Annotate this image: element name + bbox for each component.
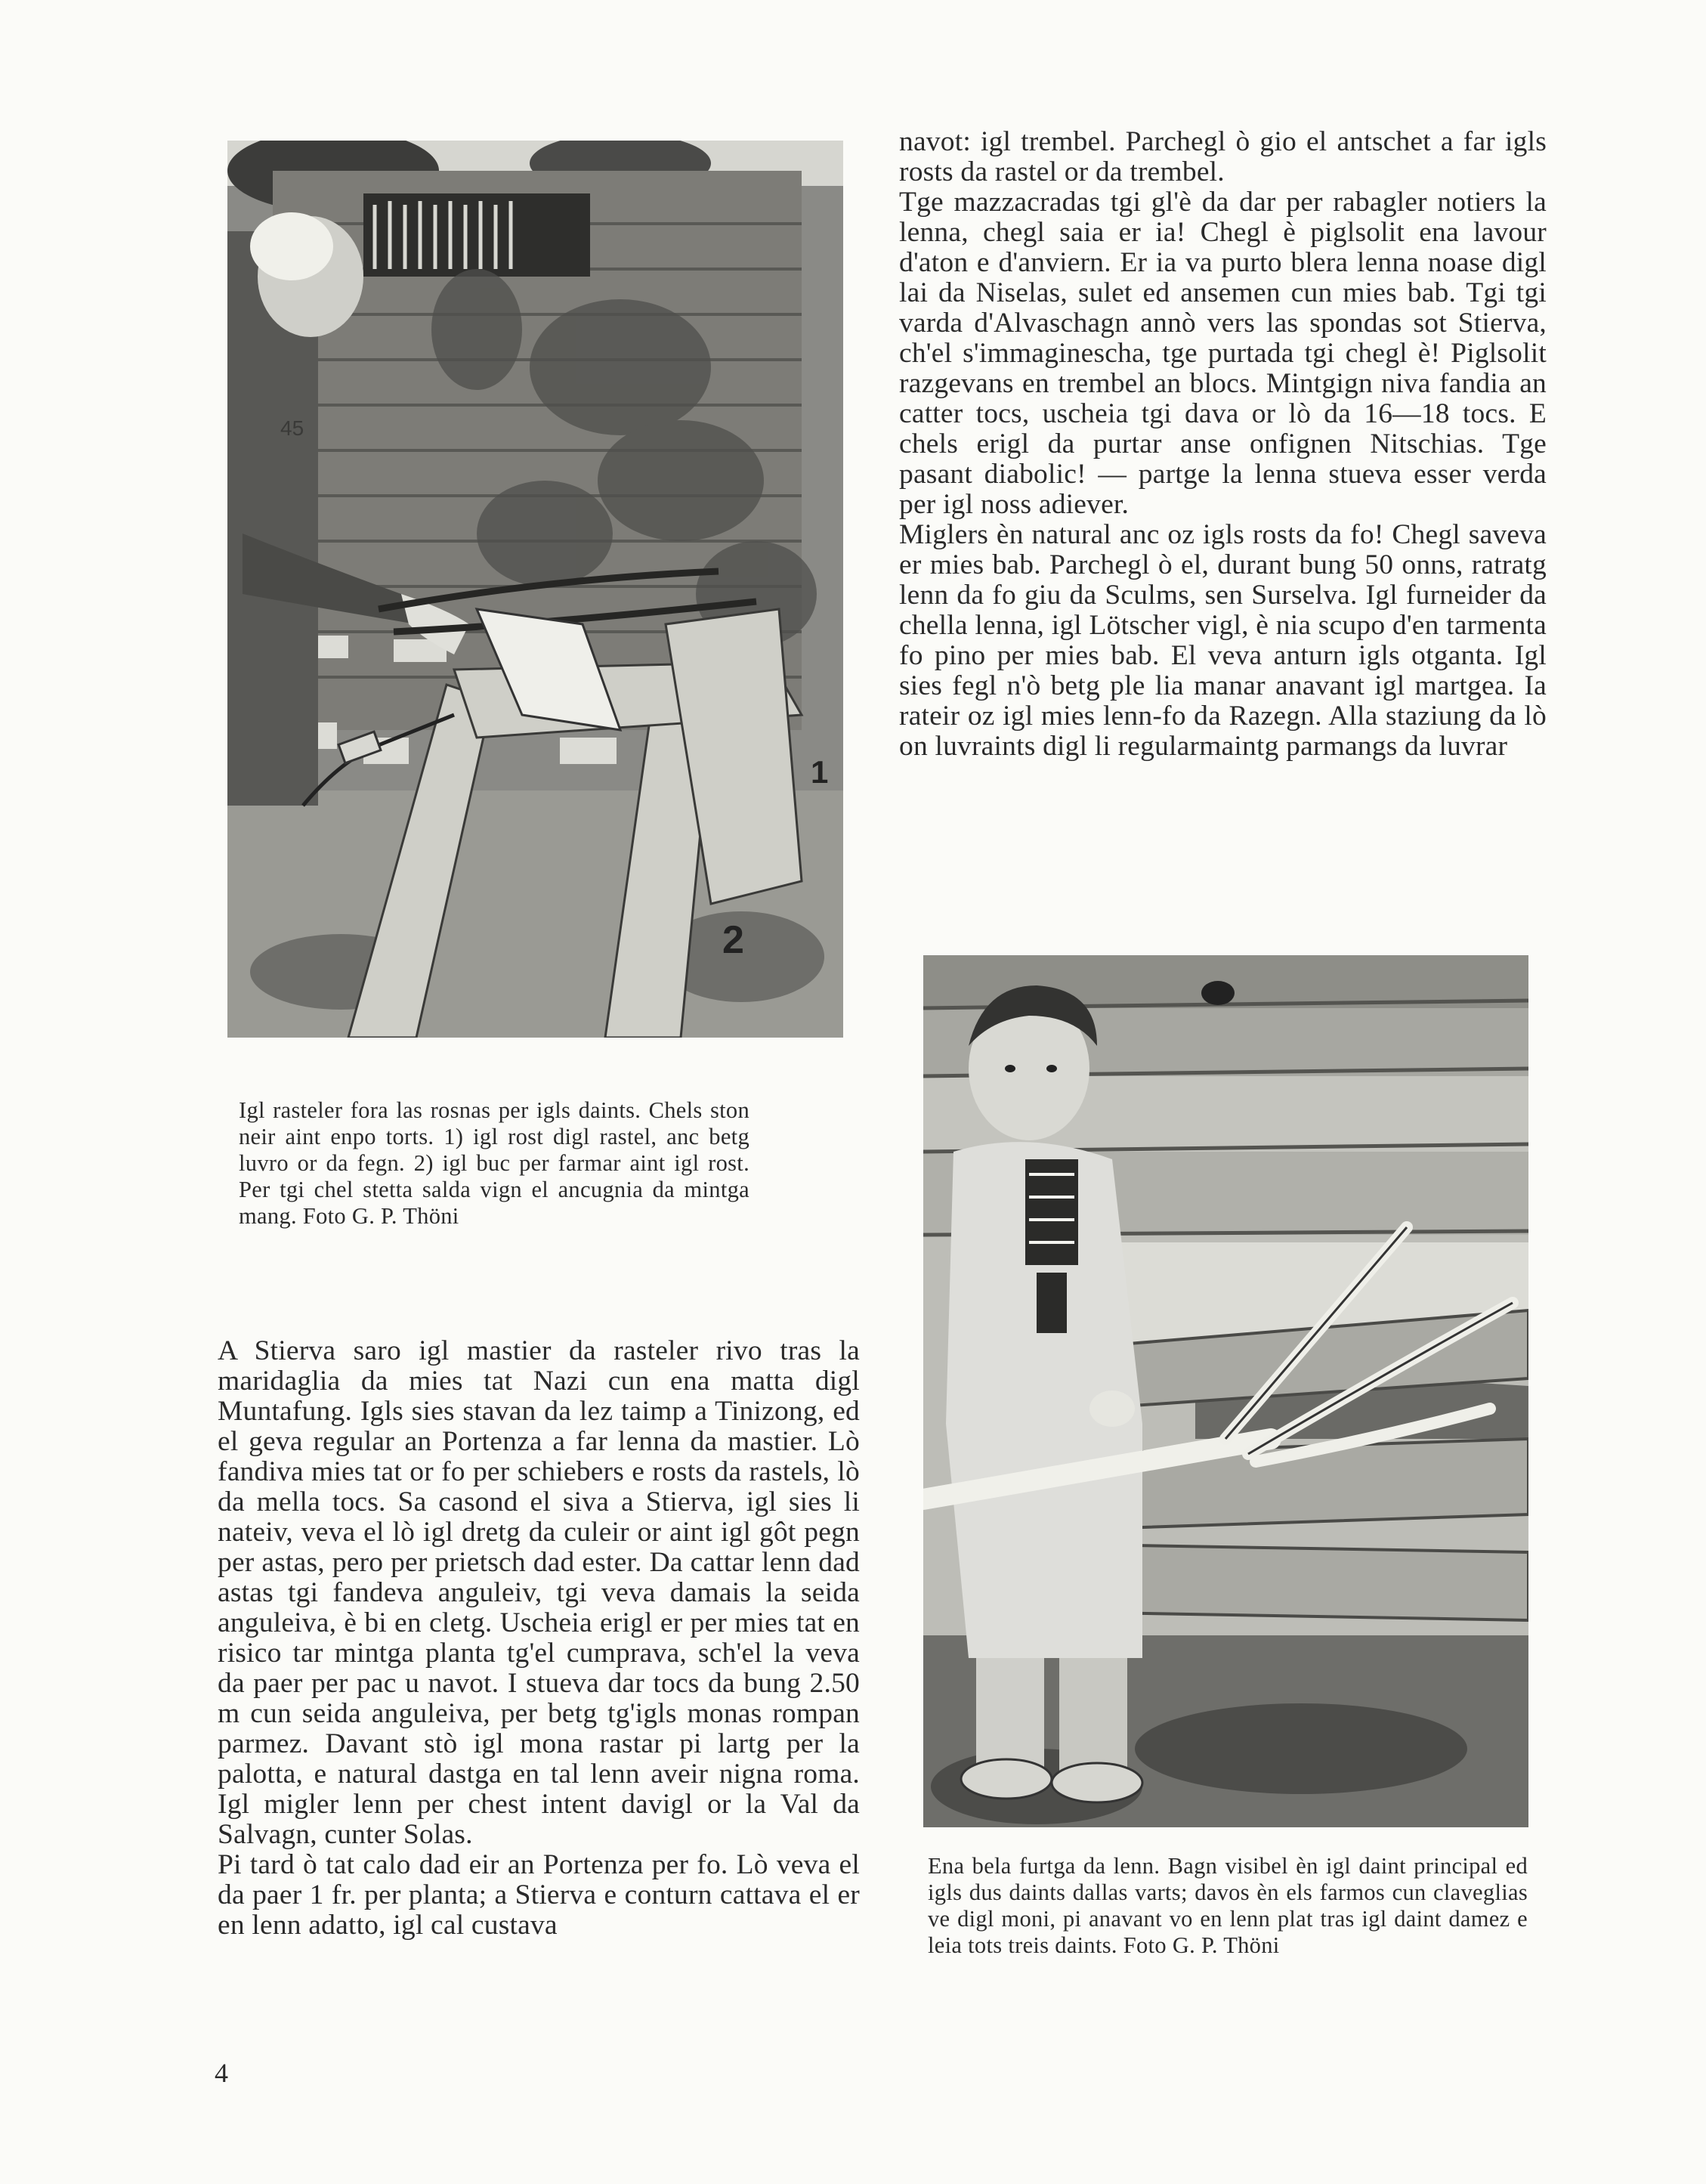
- photo-label-45: 45: [280, 416, 304, 440]
- photo-label-1: 1: [811, 754, 829, 790]
- paragraph: A Stierva saro igl mastier da rasteler rivo tras la maridaglia da mies tat Nazi cun ena matta digl Muntafung. Igls sies stavan da lez taimp a Tinizong, ed el geva regular an Portenza a far lenna da mastier. Lò fandiva mies tat or fo per schiebers e rosts da rastels, lò da mella tocs. Sa casond el siva a Stierva, igl sies li nateiv, veva el lò igl dretg da culeir or aint igl gôt pegn per astas, pero per prietsch dad ester. Da cattar lenn dad astas tgi fandeva anguleiv, tgi veva damais la seida anguleiva, è bi en cletg. Uscheia erigl er per mies tat en risico tar mintga planta tg'el cumprava, sch'el la veva da paer per pac u navot. I stueva dar tocs da bung 2.50 m cun seida anguleiva, per betg tg'igls monas rompan parmez. Davant stò igl mona rastar pi lartg per la palotta, e natural dastga en tal lenn aveir nigna roma. Igl migler lenn per chest intent davigl or la Val da Salvagn, cunter Solas.: [218, 1335, 860, 1850]
- paragraph: Tge mazzacradas tgi gl'è da dar per rabagler notiers la lenna, chegl saia er ia! Chegl è piglsolit ena lavour d'aton e d'anviern. Er ia va purto blera lenna noase digl lai da Niselas, sulet ed ansemen cun mies bab. Tgi tgi varda d'Alvaschagn annò vers las spondas sot Stierva, ch'el s'immaginescha, tge purtada tgi chegl è! Piglsolit razgevans en trembel an blocs. Mintgign niva fandia an catter tocs, uscheia tgi dava or lò da 16—18 tocs. E chels erigl da purtar anse onfignen Nitschias. Tge pasant diabolic! — partge la lenna stueva esser verda per igl noss adiever.: [899, 187, 1547, 520]
- photo-caption-rake-maker: Igl rasteler fora las rosnas per igls daints. Chels ston neir aint enpo torts. 1) igl rost digl rastel, anc betg luvro or da fegn. 2) igl buc per farmar aint igl rost. Per tgi chel stetta salda vign el ancugnia da mintga mang. Foto G. P. Thöni: [239, 1097, 749, 1229]
- photo-label-2: 2: [722, 918, 744, 962]
- paragraph: Miglers èn natural anc oz igls rosts da fo! Chegl saveva er mies bab. Parchegl ò el, durant bung 50 onns, ratratg lenn da fo giu da Sculms, sen Surselva. Igl furneider da chella lenna, igl Lötscher vigl, è nia scupo d'en tarmenta fo pino per mies bab. El veva anturn igls otganta. Igl sies fegl n'ò betg ple lia manar anavant igl martgea. Ia rateir oz igl mies lenn-fo da Razegn. Alla staziung da lò on luvraints digl li regularmaintg parmangs da luvrar: [899, 519, 1547, 762]
- article-text-right-column: [899, 127, 1547, 762]
- page-number: 4: [215, 2058, 228, 2088]
- article-text-left-column: [218, 1336, 860, 1941]
- paragraph: navot: igl trembel. Parchegl ò gio el antschet a far igls rosts da rastel or da trembel.: [899, 126, 1547, 187]
- photo-rake-maker: [227, 141, 843, 1038]
- paragraph: Pi tard ò tat calo dad eir an Portenza per fo. Lò veva el da paer 1 fr. per planta; a Stierva e conturn cattava el er en lenn adatto, igl cal custava: [218, 1849, 860, 1941]
- photo-caption-boy-fork: Ena bela furtga da lenn. Bagn visibel èn igl daint principal ed igls dus daints dallas varts; davos èn els farmos cun claveglias ve digl moni, pi anavant vo en lenn plat tras igl daint damez e leia tots treis daints. Foto G. P. Thöni: [928, 1853, 1528, 1958]
- photo-boy-fork: [923, 955, 1528, 1827]
